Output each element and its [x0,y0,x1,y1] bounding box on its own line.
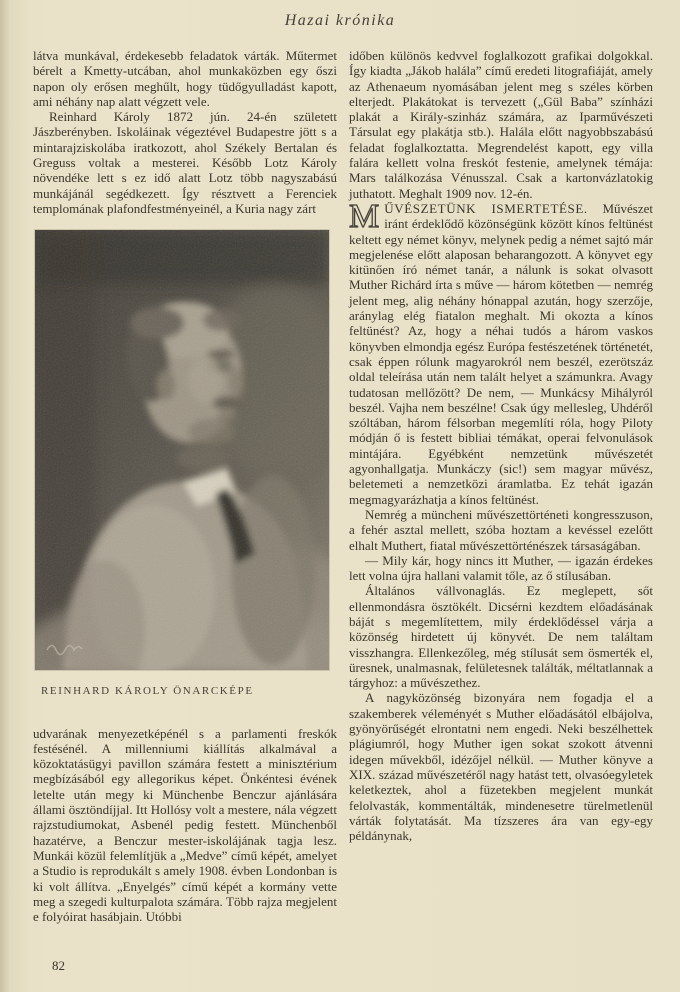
page-header: Hazai krónika [284,12,396,29]
paragraph: időben különös kedvvel foglalkozott grafikai dolgokkal. Így kiadta „Jákob halála” című eredeti litografiáját, amely az Athenaeum nyomásában jelent meg s széles körben elterjedt. Plakátokat is tervezett („Gül Baba” színházi plakát a Király-szinház számára, az Iparművészeti Társulat egy plakátja stb.). Halála előtt nagyobbszabású feladat foglalkoztatta. Megrendelést kapott, egy villa falára kellett volna freskót festenie, amelynek témája: Mars találkozása Vénusszal. Csak a kartonvázlatokig juthatott. Meghalt 1909 nov. 12-én. [349,48,653,201]
halftone-grain [35,230,329,670]
paragraph: Nemrég a müncheni művészettörténeti kongresszuson, a fehér asztal mellett, szóba hoztam a kevéssel ezelőtt elhalt Muthert, fiatal művészettörténészek társaságában. [349,506,653,553]
paragraph: A nagyközönség bizonyára nem fogadja el a szakemberek véleményét s Muther előadásától elbájolva, gyönyörűségét elrontatni nem engedi. Neki beszélhettek plágiumról, hogy Muther igen sokat szokott átvenni idegen művekből, idézőjel nélkül. — Muther könyve a XIX. század művészetéről nagy hatást tett, olvasóegyletek keletkeztek, ahol a füzetekben megjelent munkát felolvasták, kommentálták, mindenesetre türelmetlenül várták folytatását. Ma tízszeres ára van egy-egy példánynak, [349,690,653,844]
paragraph: udvarának menyezetképénél s a parlamenti freskók festésénél. A millenniumi kiállítás alkalmával a közoktatásügyi pavillon számára festett a minisztérium megbízásából egy allegorikus képet. Önkéntesi évének letelte után megy ki Münchenbe Benczur ajánlására állami ösztöndíjjal. Itt Hollósy volt a mestere, nála végzett rajzstudiumokat, Asbenél pedig festett. Münchenből hazatérve, a Benczur mester-iskolájának tagja lesz. Munkái közül felemlítjük a „Medve” című képét, amelyet a Studio is reprodukált s amely 1908. évben Londonban is ki volt állítva. „Enyelgés” című képét a kormány vette meg a szegedi kulturpalota számára. Több rajza megjelent e folyóirat hasábjain. Utóbbi [33,725,337,925]
portrait-image [35,230,329,670]
paragraph: Általános vállvonaglás. Ez meglepett, sőt ellenmondásra ösztökélt. Dicsérni kezdtem előadásának báját s megemlítettem, mily érdeklődéssel várja a közönség hirdetett új könyvét. De nem találtam visszhangra. Ellenkezőleg, még stílusát sem ösmerték el, üresnek, unalmasnak, felületesnek találták, méltatlannak a tárgyhoz: a művészethez. [349,583,653,691]
drop-cap: M [349,197,380,235]
right-column [349,48,653,924]
section-paragraph [349,197,653,507]
section-heading: ŰVÉSZETÜNK ISMERTETÉSE. [384,200,588,216]
section-text: Művészet iránt érdeklődő közönségünk között kínos feltünést keltett egy német könyv, melynek pedig a német sajtó már megjelenése előtt alaposan beharangozott. A könyvet egy kitünően író német tanár, a nálunk is sokat olvasott Muther Richárd írta s műve — három kötetben — nemrég jelent meg, alig néhány hónappal azután, hogy szerzője, aránylag elég fiatalon meghalt. Mi okozta a kínos feltünést? Az, hogy a néhai tudós a három vaskos könyvben elmondja egész Európa festészetének történetét, csak éppen rólunk magyarokról nem beszél, ezerötszáz oldal teleírása után nem talált helyet a számunkra. Avagy tudatosan mellőzött? De nem, — Munkácsy Mihályról beszél. Vajha nem beszélne! Csak úgy mellesleg, Uhdéről szóltában, három félsorban megemlíti róla, hogy Piloty módján ő is festett bibliai témákat, operai felvonulások mintájára. Egyébként nemzetünk művészetét agyonhallgatja. Munkáczy (sic!) sem magyar művész, beletemeti a nemzetközi áramlatba. Ez tehát igazán megmagyarázhatja a kínos feltünést. [349,200,653,507]
two-column-layout [0,30,680,924]
image-caption: REINHARD KÁROLY ÖNARCKÉPE [41,685,254,698]
paragraph: — Mily kár, hogy nincs itt Muther, — igazán érdekes lett volna újra hallani valamit tőle, az ő stílusában. [349,552,653,584]
paragraph: látva munkával, érdekesebb feladatok várták. Műtermet bérelt a Kmetty-utcában, ahol munkaközben egy őszi napon oly erősen meghűlt, hogy tüdőgyulladást kapott, ami néhány nap alatt végzett vele. [33,48,337,109]
left-column [33,48,337,924]
paragraph: Reinhard Károly 1872 jún. 24-én született Jászberényben. Iskoláinak végeztével Budapestre jött s a mintarajziskolába iratkozott, ahol Székely Bertalan és Greguss voltak a mesterei. Később Lotz Károly növendéke lett s ez idő alatt Lotz több nagyszabású munkájánál segédkezett. Így résztvett a Ferenciek templomának plafondfestményeinél, a Kuria nagy zárt [33,109,337,216]
page-number: 82 [52,958,65,973]
